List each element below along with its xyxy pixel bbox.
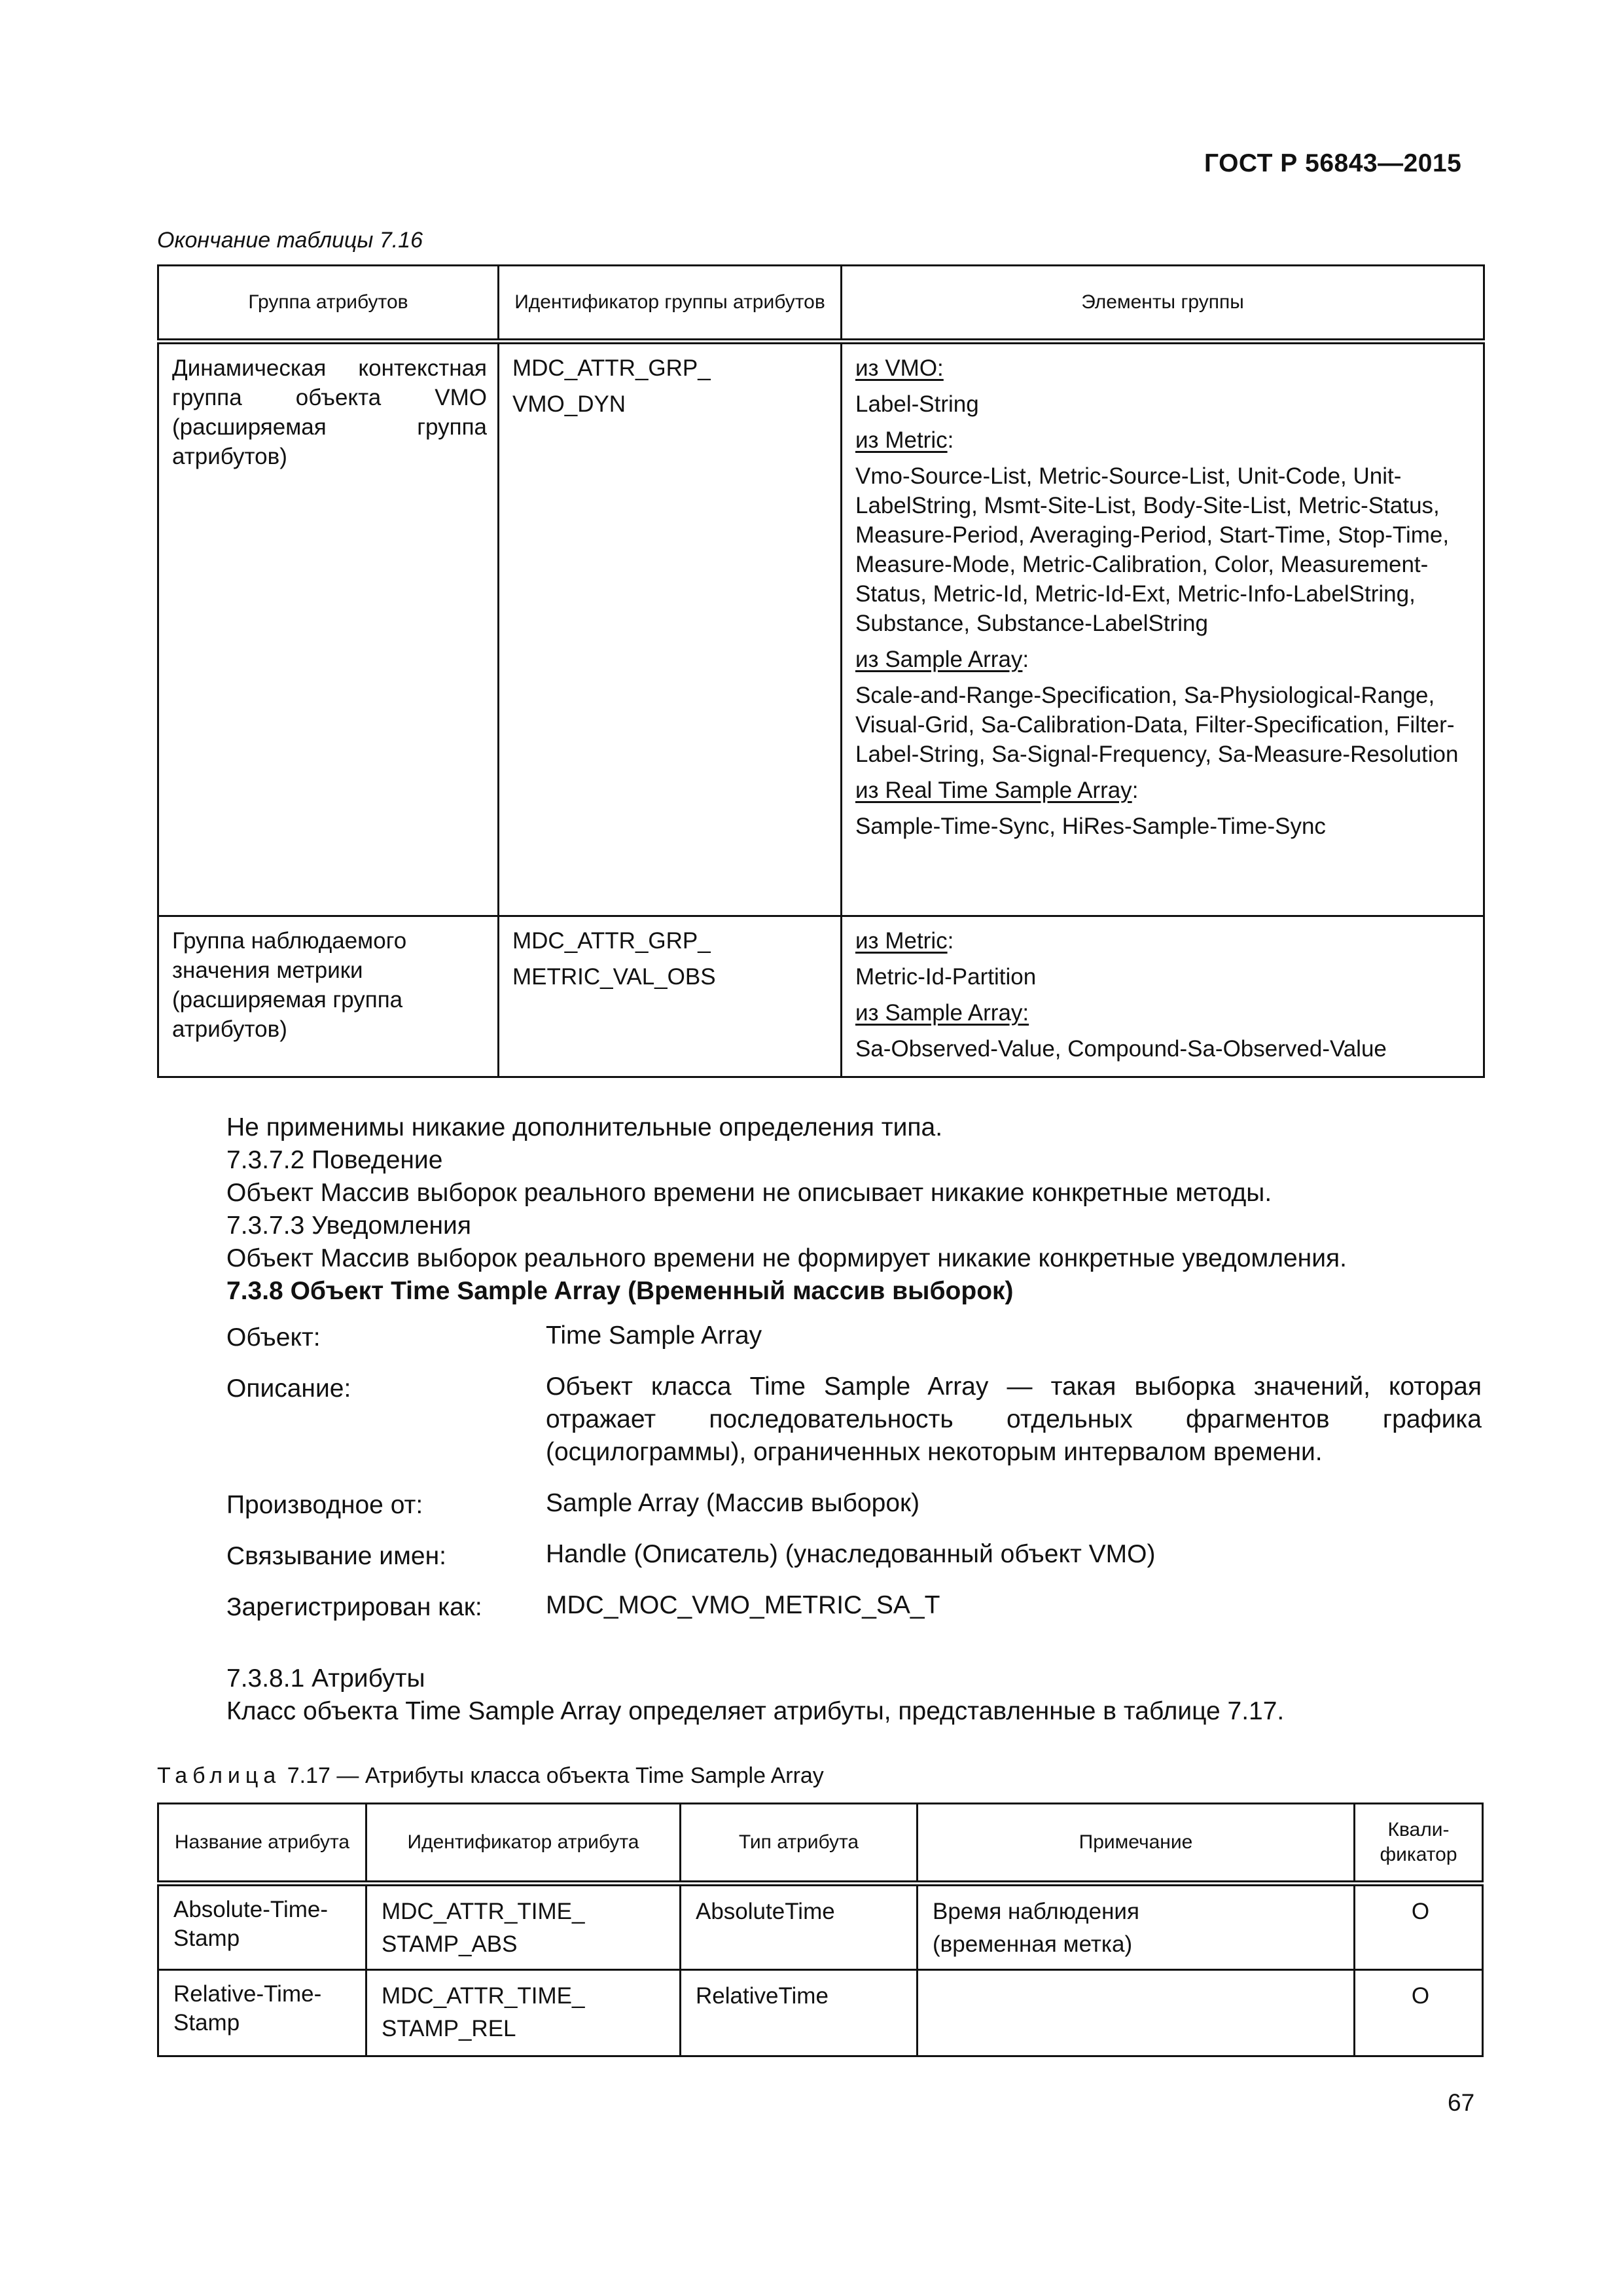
column-header: Идентификатор атрибута: [366, 1804, 681, 1884]
paragraph: Объект Массив выборок реального времени не формирует никакие конкретные уведомления.: [226, 1244, 1347, 1272]
column-header: Элементы группы: [842, 266, 1484, 342]
source-label: из VMO:: [855, 355, 944, 381]
group-id-cell: [499, 342, 842, 916]
paragraph: Не применимы никакие дополнительные определения типа.: [226, 1113, 943, 1141]
group-id-line: MDC_ATTR_GRP_: [512, 928, 711, 954]
element-list: Metric-Id-Partition: [855, 964, 1037, 990]
attribute-name-cell: Absolute-Time-Stamp: [158, 1884, 366, 1970]
group-elements-cell: [842, 342, 1484, 916]
description-value: Объект класса Time Sample Array — такая выборка значений, которая отражает последовательность отдельных фрагментов графика (осцилограммы), ограниченных некоторым интервалом времени.: [546, 1372, 1482, 1466]
element-list: Sample-Time-Sync, HiRes-Sample-Time-Sync: [855, 814, 1326, 839]
group-id-cell: [499, 916, 842, 1077]
attribute-name-cell: Relative-Time-Stamp: [158, 1970, 366, 2056]
table-row: [158, 1884, 1483, 1970]
attribute-id-line: MDC_ATTR_TIME_: [382, 1899, 585, 1924]
description-label: Описание:: [226, 1374, 351, 1403]
registered-value: MDC_MOC_VMO_METRIC_SA_T: [546, 1591, 940, 1619]
group-name-cell: Динамическая контекстная группа объекта VMO (расширяемая группа атрибутов): [158, 342, 499, 916]
attribute-id-line: STAMP_REL: [382, 2016, 516, 2041]
attribute-note-cell: [918, 1884, 1355, 1970]
binding-label: Связывание имен:: [226, 1542, 446, 1570]
source-label-line: из Sample Array:: [855, 647, 1029, 672]
object-label: Объект:: [226, 1323, 321, 1352]
subsection-heading: 7.3.7.3 Уведомления: [226, 1211, 471, 1240]
table-caption-word: Таблица: [157, 1763, 281, 1788]
group-id-line: MDC_ATTR_GRP_: [512, 355, 711, 381]
column-header: Группа атрибутов: [158, 266, 499, 342]
attribute-type-cell: RelativeTime: [681, 1970, 918, 2056]
group-elements-cell: [842, 916, 1484, 1077]
table-7-16: [157, 264, 1485, 1078]
table-7-17-caption: [157, 1763, 824, 1789]
table-row: [158, 1970, 1483, 2056]
element-list: Label-String: [855, 391, 979, 417]
table-row: [158, 342, 1484, 916]
column-header: Идентификатор группы атрибутов: [499, 266, 842, 342]
paragraph: Объект Массив выборок реального времени не описывает никакие конкретные методы.: [226, 1179, 1272, 1207]
derived-label: Производное от:: [226, 1491, 423, 1519]
attribute-note-line: Время наблюдения: [933, 1899, 1139, 1924]
attribute-id-cell: [366, 1970, 681, 2056]
table-header-row: [158, 1804, 1483, 1884]
table-row: [158, 916, 1484, 1077]
element-list: Sa-Observed-Value, Compound-Sa-Observed-Value: [855, 1036, 1387, 1062]
element-list: Vmo-Source-List, Metric-Source-List, Unit-Code, Unit-LabelString, Msmt-Site-List, Body-Site-List, Metric-Status, Measure-Period, Averaging-Period, Start-Time, Stop-Time, Measure-Mode, Metric-Calibration, Color, Measurement-Status, Metric-Id, Metric-Id-Ext, Metric-Info-LabelString, Substance, Substance-LabelString: [855, 463, 1450, 636]
source-label: из Metric: [855, 928, 948, 954]
section-heading: 7.3.8 Объект Time Sample Array (Временный массив выборок): [226, 1277, 1014, 1305]
source-label-line: из Real Time Sample Array:: [855, 778, 1139, 803]
attribute-type-cell: AbsoluteTime: [681, 1884, 918, 1970]
object-value: Time Sample Array: [546, 1321, 762, 1350]
attribute-note-cell: [918, 1970, 1355, 2056]
column-header: Название атрибута: [158, 1804, 366, 1884]
source-label: из Sample Array: [855, 647, 1023, 672]
attribute-note-line: (временная метка): [933, 1931, 1133, 1957]
attribute-id-line: MDC_ATTR_TIME_: [382, 1983, 585, 2009]
column-header: Примечание: [918, 1804, 1355, 1884]
attribute-qualifier-cell: O: [1355, 1884, 1483, 1970]
source-label-line: из Metric:: [855, 928, 954, 954]
source-label-line: из Metric:: [855, 427, 954, 453]
group-id-line: METRIC_VAL_OBS: [512, 964, 716, 990]
attribute-id-line: STAMP_ABS: [382, 1931, 518, 1957]
document-standard-number: ГОСТ Р 56843—2015: [1204, 149, 1462, 177]
source-label: из Real Time Sample Array: [855, 778, 1132, 803]
source-label: из Metric: [855, 427, 948, 453]
attribute-id-cell: [366, 1884, 681, 1970]
element-list: Scale-and-Range-Specification, Sa-Physiological-Range, Visual-Grid, Sa-Calibration-Data, Filter-Specification, Filter-Label-String, Sa-Signal-Frequency, Sa-Measure-Resolution: [855, 683, 1459, 767]
table-7-16-caption: Окончание таблицы 7.16: [157, 228, 423, 253]
attributes-text: Класс объекта Time Sample Array определяет атрибуты, представленные в таблице 7.17.: [226, 1697, 1285, 1725]
registered-label: Зарегистрирован как:: [226, 1593, 482, 1621]
column-header: Квали-фикатор: [1355, 1804, 1483, 1884]
table-7-17: [157, 1803, 1484, 2057]
group-name-cell: Группа наблюдаемого значения метрики (расширяемая группа атрибутов): [158, 916, 499, 1077]
column-header: Тип атрибута: [681, 1804, 918, 1884]
derived-value: Sample Array (Массив выборок): [546, 1489, 920, 1517]
table-caption-text: 7.17 — Атрибуты класса объекта Time Sample Array: [281, 1763, 824, 1788]
binding-value: Handle (Описатель) (унаследованный объект VMO): [546, 1540, 1156, 1568]
attribute-qualifier-cell: O: [1355, 1970, 1483, 2056]
page-number: 67: [1448, 2089, 1475, 2116]
subsection-heading: 7.3.7.2 Поведение: [226, 1146, 443, 1174]
attributes-heading: 7.3.8.1 Атрибуты: [226, 1664, 425, 1693]
source-label: из Sample Array:: [855, 1000, 1029, 1026]
table-header-row: [158, 266, 1484, 342]
group-id-line: VMO_DYN: [512, 391, 626, 417]
